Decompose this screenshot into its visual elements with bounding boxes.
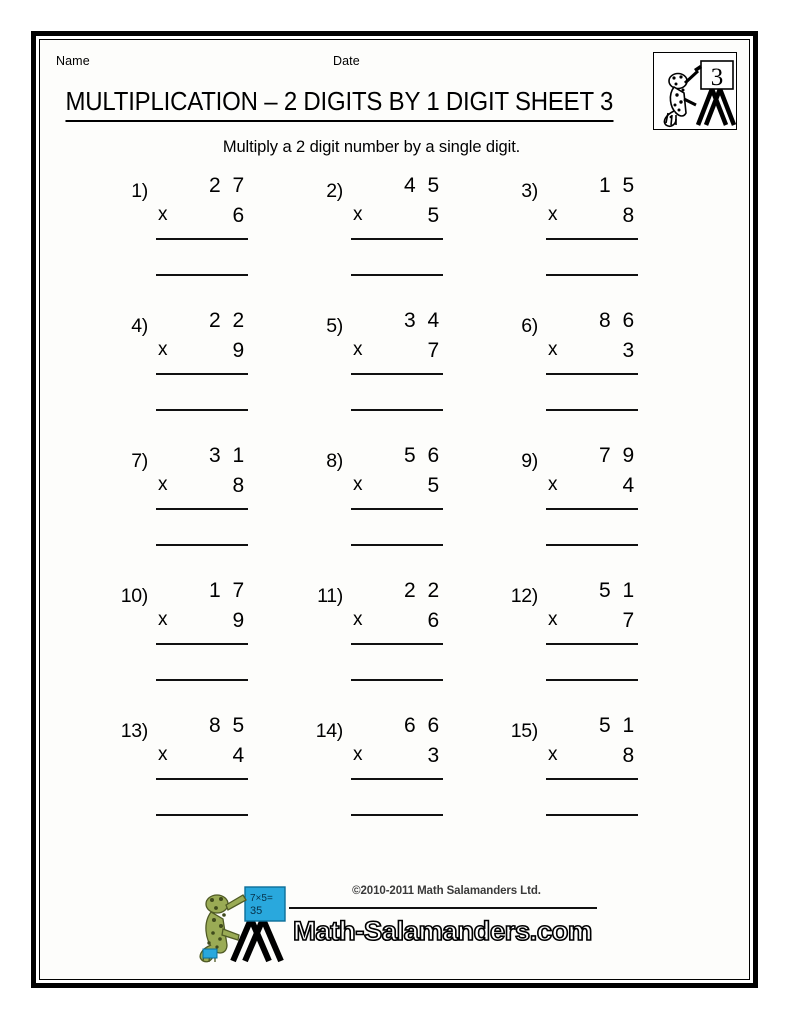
problem-14: [297, 714, 497, 844]
problem-8: [297, 444, 497, 574]
multiplier-row: [156, 609, 248, 643]
problem-stack: [156, 579, 248, 681]
operator-symbol: x: [353, 609, 363, 630]
multiplier-row: [546, 204, 638, 238]
page-subtitle: Multiply a 2 digit number by a single digit.: [222, 138, 521, 156]
multiplier-digit: 4: [622, 474, 634, 497]
multiplicand-ones: 9: [622, 444, 634, 467]
multiplicand-row: [156, 714, 248, 744]
problem-index: 9): [521, 450, 538, 472]
problem-stack: [351, 174, 443, 276]
multiplicand-ones: 2: [427, 579, 439, 602]
chalkboard-line-2: 35: [249, 905, 262, 917]
multiplicand-row: [546, 579, 638, 609]
operator-symbol: x: [548, 474, 558, 495]
operator-symbol: x: [353, 339, 363, 360]
problem-rule: [546, 643, 638, 645]
answer-rule[interactable]: [351, 679, 443, 681]
multiplicand-row: [351, 309, 443, 339]
problem-index: 3): [521, 180, 538, 202]
problem-11: [297, 579, 497, 709]
problem-stack: [546, 174, 638, 276]
problem-row: [40, 444, 749, 579]
answer-rule[interactable]: [546, 274, 638, 276]
multiplicand-tens: 5: [404, 444, 416, 467]
multiplier-digit: 3: [427, 744, 439, 767]
operator-symbol: x: [353, 204, 363, 225]
problem-row: [40, 579, 749, 714]
multiplier-row: [546, 609, 638, 643]
problem-stack: [351, 714, 443, 816]
multiplicand-tens: 2: [209, 174, 221, 197]
multiplicand-ones: 5: [622, 174, 634, 197]
multiplier-digit: 6: [427, 609, 439, 632]
problem-13: [102, 714, 302, 844]
multiplier-row: [546, 339, 638, 373]
problem-index: 12): [510, 585, 538, 607]
multiplier-digit: 5: [427, 474, 439, 497]
multiplicand-tens: 8: [599, 309, 611, 332]
problem-rule: [156, 778, 248, 780]
multiplicand-row: [546, 714, 638, 744]
answer-rule[interactable]: [351, 409, 443, 411]
multiplicand-tens: 4: [404, 174, 416, 197]
multiplier-digit: 3: [622, 339, 634, 362]
multiplier-digit: 8: [622, 204, 634, 227]
multiplicand-ones: 5: [427, 174, 439, 197]
multiplier-digit: 9: [232, 609, 244, 632]
problem-stack: [351, 444, 443, 546]
worksheet-sheet: [40, 40, 749, 979]
multiplicand-tens: 2: [404, 579, 416, 602]
multiplicand-tens: 8: [209, 714, 221, 737]
problem-index: 10): [120, 585, 148, 607]
problem-stack: [351, 309, 443, 411]
answer-rule[interactable]: [351, 274, 443, 276]
operator-symbol: x: [158, 339, 168, 360]
problem-stack: [351, 579, 443, 681]
problem-index: 2): [326, 180, 343, 202]
answer-rule[interactable]: [156, 274, 248, 276]
multiplicand-tens: 3: [209, 444, 221, 467]
problem-7: [102, 444, 302, 574]
problem-index: 15): [510, 720, 538, 742]
site-wordmark[interactable]: [293, 910, 597, 950]
problem-rule: [546, 508, 638, 510]
page-title: [40, 88, 749, 122]
multiplicand-row: [351, 174, 443, 204]
multiplicand-tens: 6: [404, 714, 416, 737]
footer: [40, 879, 749, 969]
multiplicand-ones: 6: [622, 309, 634, 332]
multiplier-row: [156, 474, 248, 508]
problem-stack: [156, 444, 248, 546]
answer-rule[interactable]: [156, 679, 248, 681]
operator-symbol: x: [353, 744, 363, 765]
problem-rule: [546, 238, 638, 240]
multiplier-digit: 5: [427, 204, 439, 227]
multiplier-row: [351, 339, 443, 373]
multiplicand-tens: 1: [599, 174, 611, 197]
multiplier-row: [351, 744, 443, 778]
problem-rule: [546, 778, 638, 780]
problem-rule: [156, 508, 248, 510]
multiplicand-ones: 5: [232, 714, 244, 737]
problem-rule: [156, 373, 248, 375]
problems-grid: [40, 174, 749, 849]
problem-4: [102, 309, 302, 439]
problem-9: [492, 444, 692, 574]
footer-branding: [193, 879, 597, 965]
multiplier-row: [351, 609, 443, 643]
multiplier-digit: 4: [232, 744, 244, 767]
problem-row: [40, 714, 749, 849]
answer-rule[interactable]: [156, 409, 248, 411]
answer-rule[interactable]: [351, 544, 443, 546]
problem-index: 8): [326, 450, 343, 472]
multiplicand-row: [546, 444, 638, 474]
problem-rule: [351, 778, 443, 780]
operator-symbol: x: [158, 204, 168, 225]
problem-stack: [156, 174, 248, 276]
operator-symbol: x: [158, 744, 168, 765]
operator-symbol: x: [548, 339, 558, 360]
problem-row: [40, 174, 749, 309]
chalkboard-line-1: 7×5=: [249, 893, 273, 904]
name-label: Name: [56, 54, 90, 68]
multiplicand-ones: 7: [232, 579, 244, 602]
multiplicand-row: [546, 174, 638, 204]
problem-index: 5): [326, 315, 343, 337]
multiplicand-tens: 7: [599, 444, 611, 467]
problem-3: [492, 174, 692, 304]
answer-rule[interactable]: [546, 814, 638, 816]
multiplicand-ones: 6: [427, 714, 439, 737]
copyright-text: ©2010-2011 Math Salamanders Ltd.: [352, 885, 541, 897]
answer-rule[interactable]: [546, 679, 638, 681]
operator-symbol: x: [353, 474, 363, 495]
date-label: Date: [333, 54, 360, 68]
multiplier-row: [351, 204, 443, 238]
multiplicand-ones: 1: [622, 714, 634, 737]
site-wordmark-text: Math-Salamanders.com: [292, 915, 592, 946]
problem-index: 11): [317, 585, 343, 607]
page-title-text: MULTIPLICATION – 2 DIGITS BY 1 DIGIT SHEET 3: [66, 88, 614, 122]
multiplier-digit: 7: [427, 339, 439, 362]
multiplier-digit: 6: [232, 204, 244, 227]
problem-rule: [156, 643, 248, 645]
problem-stack: [546, 714, 638, 816]
multiplicand-row: [156, 444, 248, 474]
problem-index: 13): [120, 720, 148, 742]
multiplicand-tens: 1: [209, 579, 221, 602]
answer-rule[interactable]: [156, 544, 248, 546]
multiplicand-tens: 2: [209, 309, 221, 332]
problem-15: [492, 714, 692, 844]
problem-rule: [546, 373, 638, 375]
problem-1: [102, 174, 302, 304]
operator-symbol: x: [548, 609, 558, 630]
problem-rule: [156, 238, 248, 240]
multiplier-row: [156, 204, 248, 238]
multiplicand-ones: 6: [427, 444, 439, 467]
multiplicand-row: [351, 714, 443, 744]
answer-rule[interactable]: [156, 814, 248, 816]
problem-rule: [351, 238, 443, 240]
problem-5: [297, 309, 497, 439]
multiplier-row: [156, 744, 248, 778]
multiplier-row: [156, 339, 248, 373]
operator-symbol: x: [548, 204, 558, 225]
multiplier-digit: 9: [232, 339, 244, 362]
answer-rule[interactable]: [351, 814, 443, 816]
problem-index: 6): [521, 315, 538, 337]
multiplicand-row: [156, 309, 248, 339]
problem-index: 4): [131, 315, 148, 337]
problem-stack: [156, 714, 248, 816]
multiplicand-ones: 4: [427, 309, 439, 332]
problem-stack: [546, 579, 638, 681]
multiplier-row: [546, 744, 638, 778]
operator-symbol: x: [158, 474, 168, 495]
multiplicand-tens: 5: [599, 714, 611, 737]
logo-sheet-number: 3: [710, 64, 724, 91]
multiplicand-row: [156, 579, 248, 609]
multiplicand-tens: 5: [599, 579, 611, 602]
problem-stack: [546, 309, 638, 411]
problem-index: 1): [131, 180, 148, 202]
multiplier-digit: 7: [622, 609, 634, 632]
multiplicand-row: [351, 579, 443, 609]
answer-rule[interactable]: [546, 544, 638, 546]
problem-rule: [351, 508, 443, 510]
problem-12: [492, 579, 692, 709]
multiplicand-row: [351, 444, 443, 474]
problem-stack: [546, 444, 638, 546]
problem-row: [40, 309, 749, 444]
multiplier-row: [546, 474, 638, 508]
footer-divider: [289, 907, 597, 909]
salamander-chalkboard-icon: [193, 879, 301, 963]
page-border-inner: [39, 39, 750, 980]
name-date-row: [40, 54, 749, 74]
problem-2: [297, 174, 497, 304]
multiplicand-row: [156, 174, 248, 204]
multiplicand-ones: 1: [622, 579, 634, 602]
multiplicand-row: [546, 309, 638, 339]
multiplicand-tens: 3: [404, 309, 416, 332]
problem-rule: [351, 643, 443, 645]
page-border-outer: [31, 31, 758, 988]
problem-stack: [156, 309, 248, 411]
problem-rule: [351, 373, 443, 375]
problem-index: 7): [131, 450, 148, 472]
operator-symbol: x: [158, 609, 168, 630]
multiplicand-ones: 2: [232, 309, 244, 332]
problem-10: [102, 579, 302, 709]
multiplier-digit: 8: [232, 474, 244, 497]
problem-6: [492, 309, 692, 439]
multiplicand-ones: 7: [232, 174, 244, 197]
multiplicand-ones: 1: [232, 444, 244, 467]
multiplier-row: [351, 474, 443, 508]
answer-rule[interactable]: [546, 409, 638, 411]
multiplier-digit: 8: [622, 744, 634, 767]
operator-symbol: x: [548, 744, 558, 765]
problem-index: 14): [315, 720, 343, 742]
